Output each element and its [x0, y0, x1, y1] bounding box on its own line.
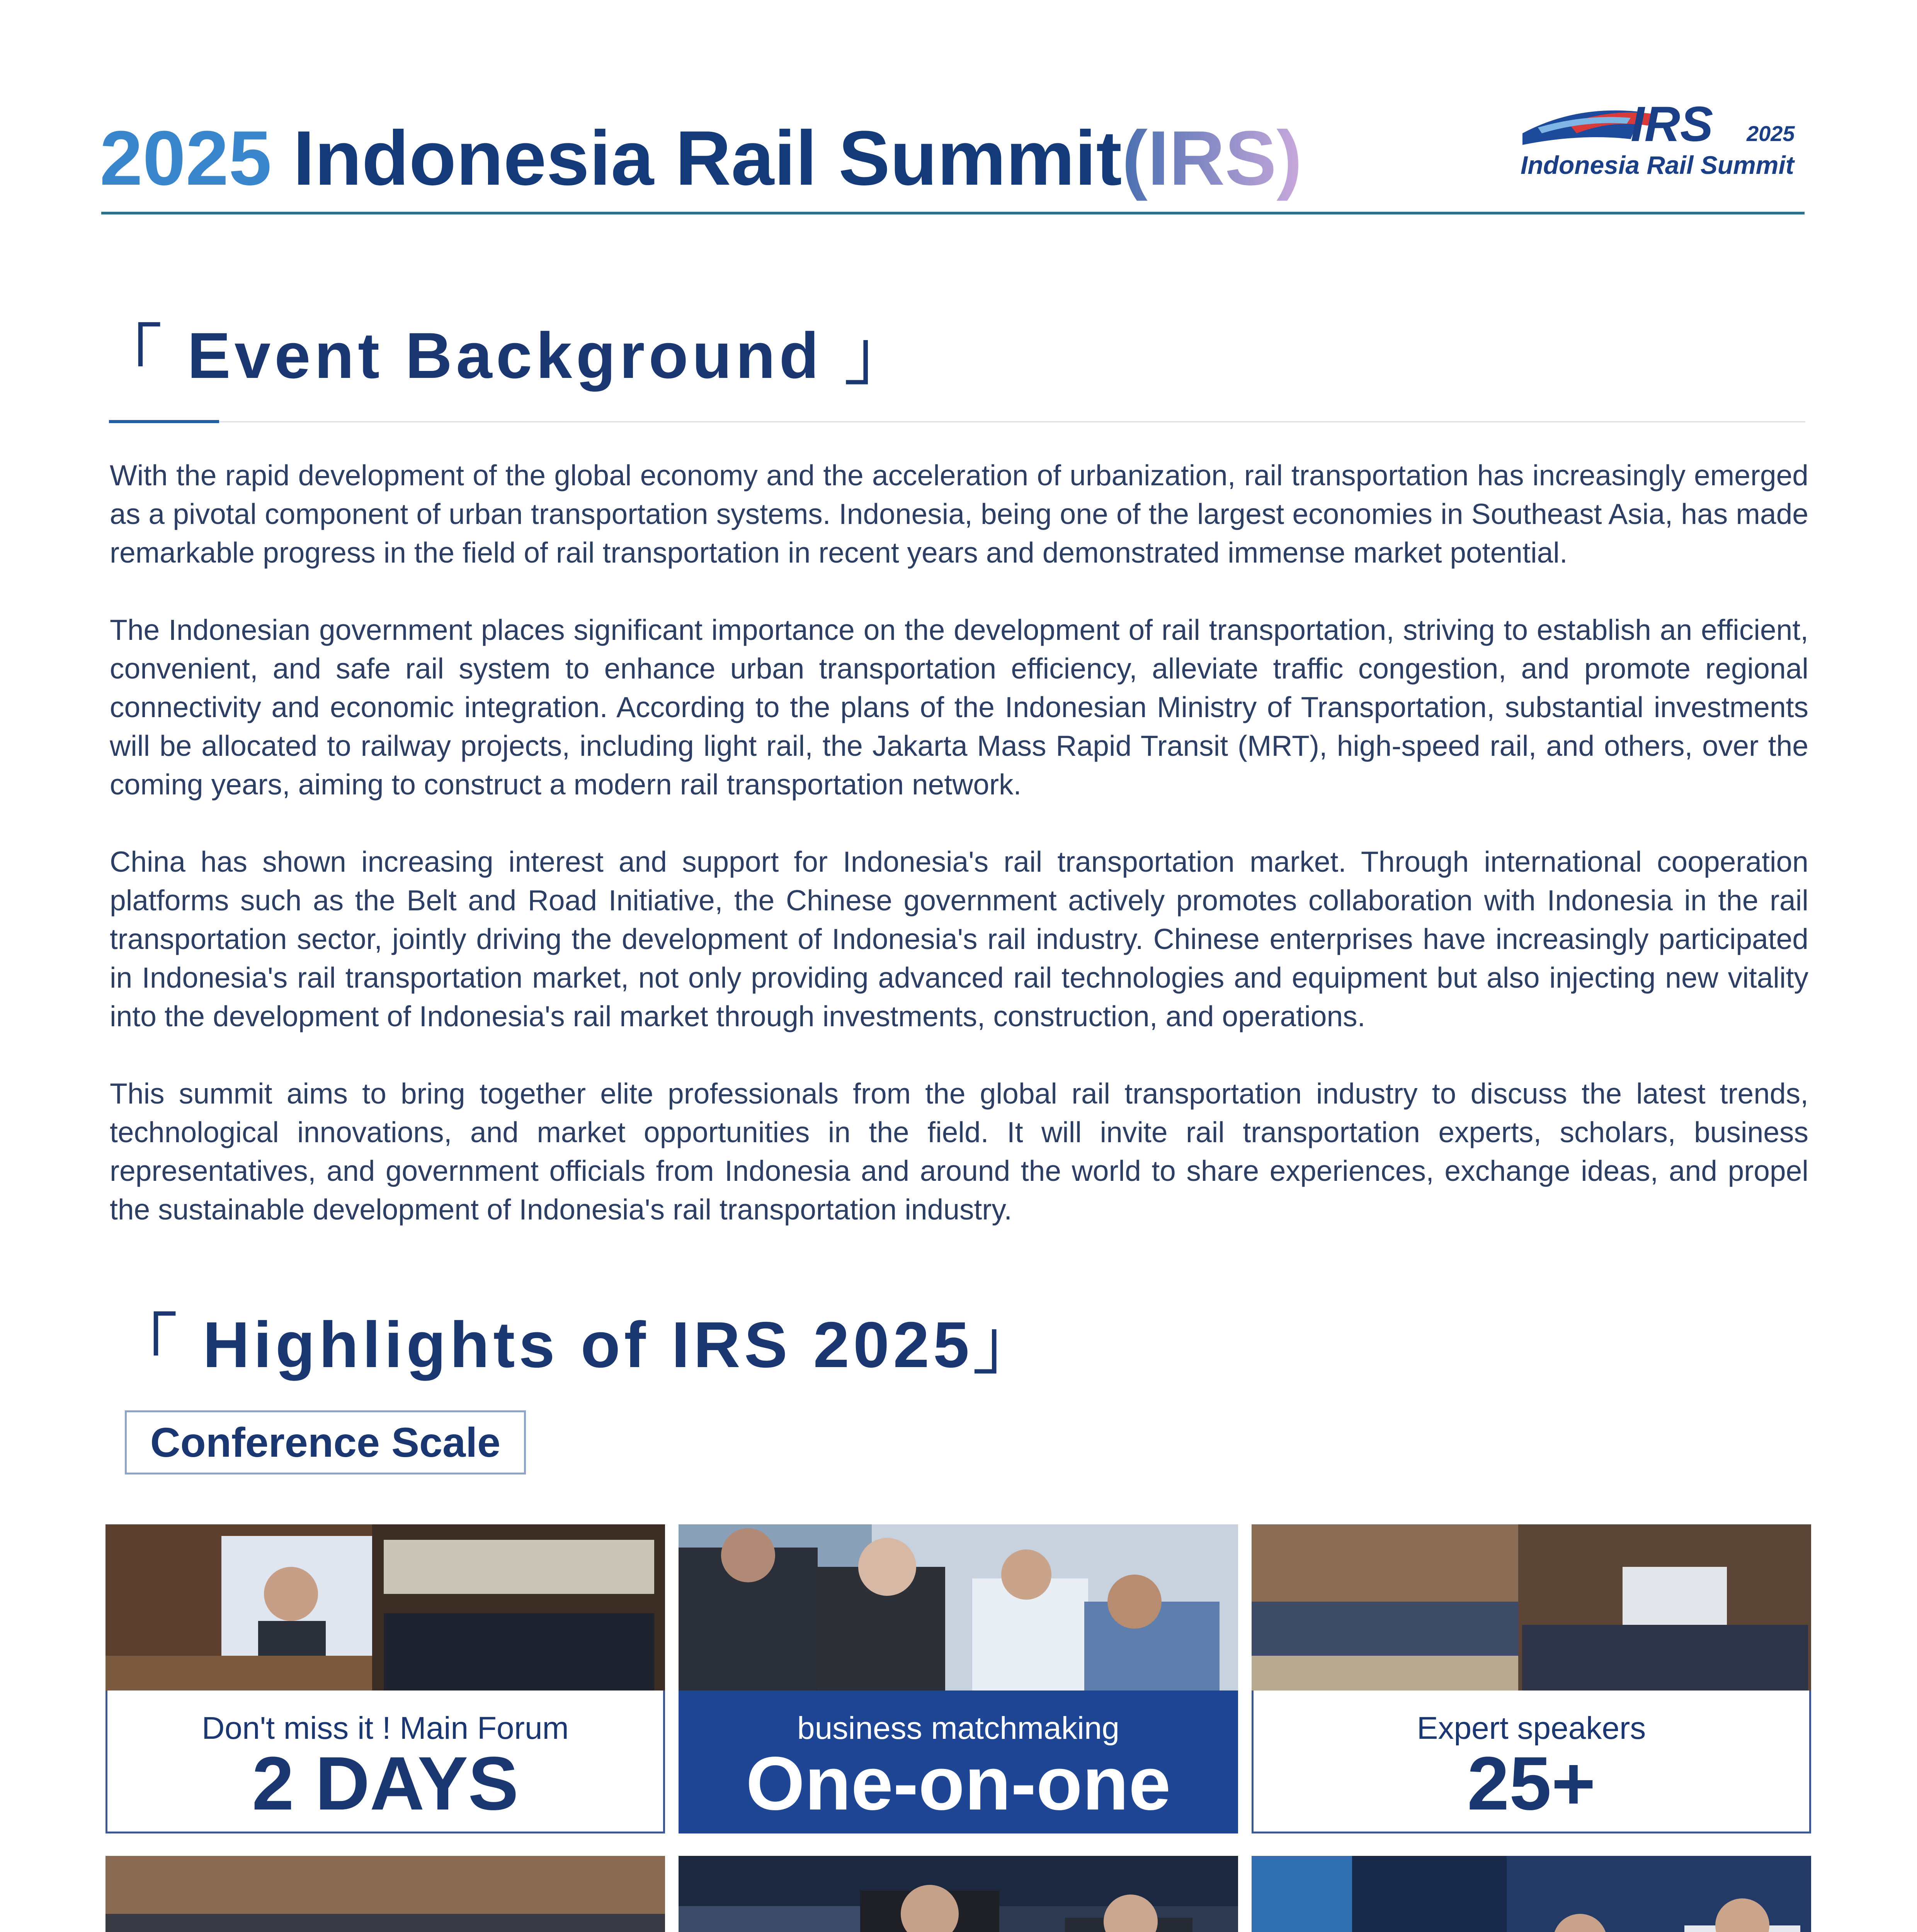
exhibitors-photo [679, 1856, 1238, 1932]
conference-scale-label: Conference Scale [125, 1410, 526, 1475]
card-label: Don't miss it ! Main Forum [202, 1711, 569, 1746]
highlight-card-expert-speakers [1252, 1524, 1811, 1833]
media-partners-photo [1252, 1856, 1811, 1932]
card-value: 2 DAYS [252, 1741, 519, 1826]
attendees-photo [105, 1856, 665, 1932]
highlight-card-main-forum [105, 1524, 665, 1833]
card-caption [105, 1690, 665, 1833]
page-title [100, 112, 1302, 205]
speakers-photo [1252, 1524, 1811, 1690]
background-text [110, 456, 1808, 1267]
card-value: 25+ [1467, 1741, 1596, 1826]
event-background-heading: 「 Event Background 」 [97, 319, 913, 392]
paragraph: This summit aims to bring together elite professionals from the global rail transportation industry to discuss the latest trends, technological innovations, and market opportunities in the field. It will invite rail transportation experts, scholars, business representatives, and government officials from Indonesia and around the world to share experiences, exchange ideas, and propel the sustainable development of Indonesia's rail transportation industry. [110, 1077, 1808, 1226]
logo-text: IRS [1631, 97, 1713, 152]
paragraph: China has shown increasing interest and support for Indonesia's rail transportation market. Through international cooperation platforms such as the Belt and Road Initiative, the Chinese government actively promotes collaboration with Indonesia in the rail transportation sector, jointly driving the development of Indonesia's rail industry. Chinese enterprises have increasingly participated in Indonesia's rail transportation market, not only providing advanced rail technologies and equipment but also injecting new vitality into the development of Indonesia's rail market through investments, construction, and operations. [110, 845, 1808, 1032]
paragraph: With the rapid development of the global economy and the acceleration of urbanization, rail transportation has increasingly emerged as a pivotal component of urban transportation systems. Indonesia, being one of the largest economies in Southeast Asia, has made remarkable progress in the field of rail transportation in recent years and demonstrated immense market potential. [110, 459, 1808, 569]
card-caption [679, 1690, 1238, 1833]
highlights-heading: 「 Highlights of IRS 2025」 [112, 1308, 1042, 1381]
forum-photo [105, 1524, 665, 1690]
logo-year: 2025 [1747, 121, 1795, 146]
highlight-card-attendees [105, 1856, 665, 1932]
title-abbr: (IRS) [1122, 115, 1302, 201]
paragraph: The Indonesian government places significant importance on the development of rail transportation, striving to establish an efficient, convenient, and safe rail system to enhance urban transportation efficiency, alleviate traffic congestion, and promote regional connectivity and economic integration. According to the plans of the Indonesian Ministry of Transportation, substantial investments will be allocated to railway projects, including light rail, the Jakarta Mass Rapid Transit (MRT), high-speed rail, and others, over the coming years, aiming to construct a modern rail transportation network. [110, 614, 1808, 801]
highlight-card-exhibitors [679, 1856, 1238, 1932]
card-caption [1252, 1690, 1811, 1833]
highlight-card-media-partners [1252, 1856, 1811, 1932]
title-year: 2025 [100, 115, 272, 201]
highlight-card-business-matchmaking [679, 1524, 1238, 1833]
matchmaking-photo [679, 1524, 1238, 1690]
card-label: business matchmaking [797, 1711, 1120, 1746]
title-main: Indonesia Rail Summit [271, 115, 1122, 201]
irs-logo [1515, 97, 1816, 185]
section-divider [109, 421, 1805, 422]
card-label: Expert speakers [1417, 1711, 1646, 1746]
card-value: One-on-one [746, 1741, 1171, 1826]
section-divider-accent [109, 420, 219, 423]
header-divider [101, 212, 1805, 214]
logo-subtitle: Indonesia Rail Summit [1521, 151, 1794, 179]
